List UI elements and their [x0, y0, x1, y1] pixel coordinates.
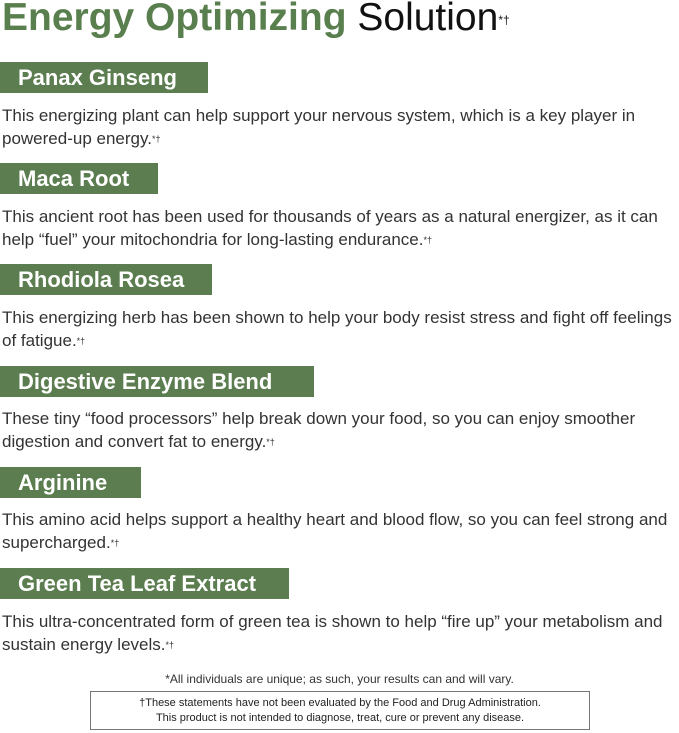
- ingredient-description-digestive-enzyme-blend: These tiny “food processors” help break down your food, so you can enjoy smoother digestion and convert fat to energy.*†: [2, 409, 636, 451]
- ingredient-description-green-tea-leaf-extract: This ultra-concentrated form of green tea is shown to help “fire up” your metabolism and sustain energy levels.*†: [2, 612, 663, 654]
- page-title: [2, 0, 510, 42]
- fda-disclaimer-line-2: This product is not intended to diagnose, treat, cure or prevent any disease.: [155, 712, 525, 724]
- results-footnote: *All individuals are unique; as such, your results can and will vary.: [165, 672, 514, 686]
- page-title-rest: Solution: [357, 0, 499, 39]
- ingredient-badge-green-tea-leaf-extract: Green Tea Leaf Extract: [0, 568, 289, 599]
- ingredient-badge-digestive-enzyme-blend: Digestive Enzyme Blend: [0, 366, 314, 397]
- fda-disclaimer-box: [90, 691, 590, 730]
- ingredient-badge-rhodiola-rosea: Rhodiola Rosea: [0, 264, 212, 295]
- page-title-mark: *†: [498, 13, 510, 27]
- ingredient-badge-panax-ginseng: Panax Ginseng: [0, 62, 208, 93]
- ingredient-description-panax-ginseng: This energizing plant can help support your nervous system, which is a key player in powered-up energy.*†: [2, 106, 636, 148]
- ingredient-badge-maca-root: Maca Root: [0, 163, 158, 194]
- ingredient-badge-arginine: Arginine: [0, 467, 141, 498]
- fda-disclaimer-line-1: †These statements have not been evaluated by the Food and Drug Administration.: [139, 697, 541, 709]
- page-title-bold: Energy Optimizing: [2, 0, 347, 39]
- ingredient-description-rhodiola-rosea: This energizing herb has been shown to help your body resist stress and fight off feelings of fatigue.*†: [2, 308, 672, 350]
- ingredient-description-arginine: This amino acid helps support a healthy heart and blood flow, so you can feel strong and supercharged.*†: [2, 510, 668, 552]
- ingredient-description-maca-root: This ancient root has been used for thousands of years as a natural energizer, as it can help “fuel” your mitochondria for long-lasting endurance.*†: [2, 207, 658, 249]
